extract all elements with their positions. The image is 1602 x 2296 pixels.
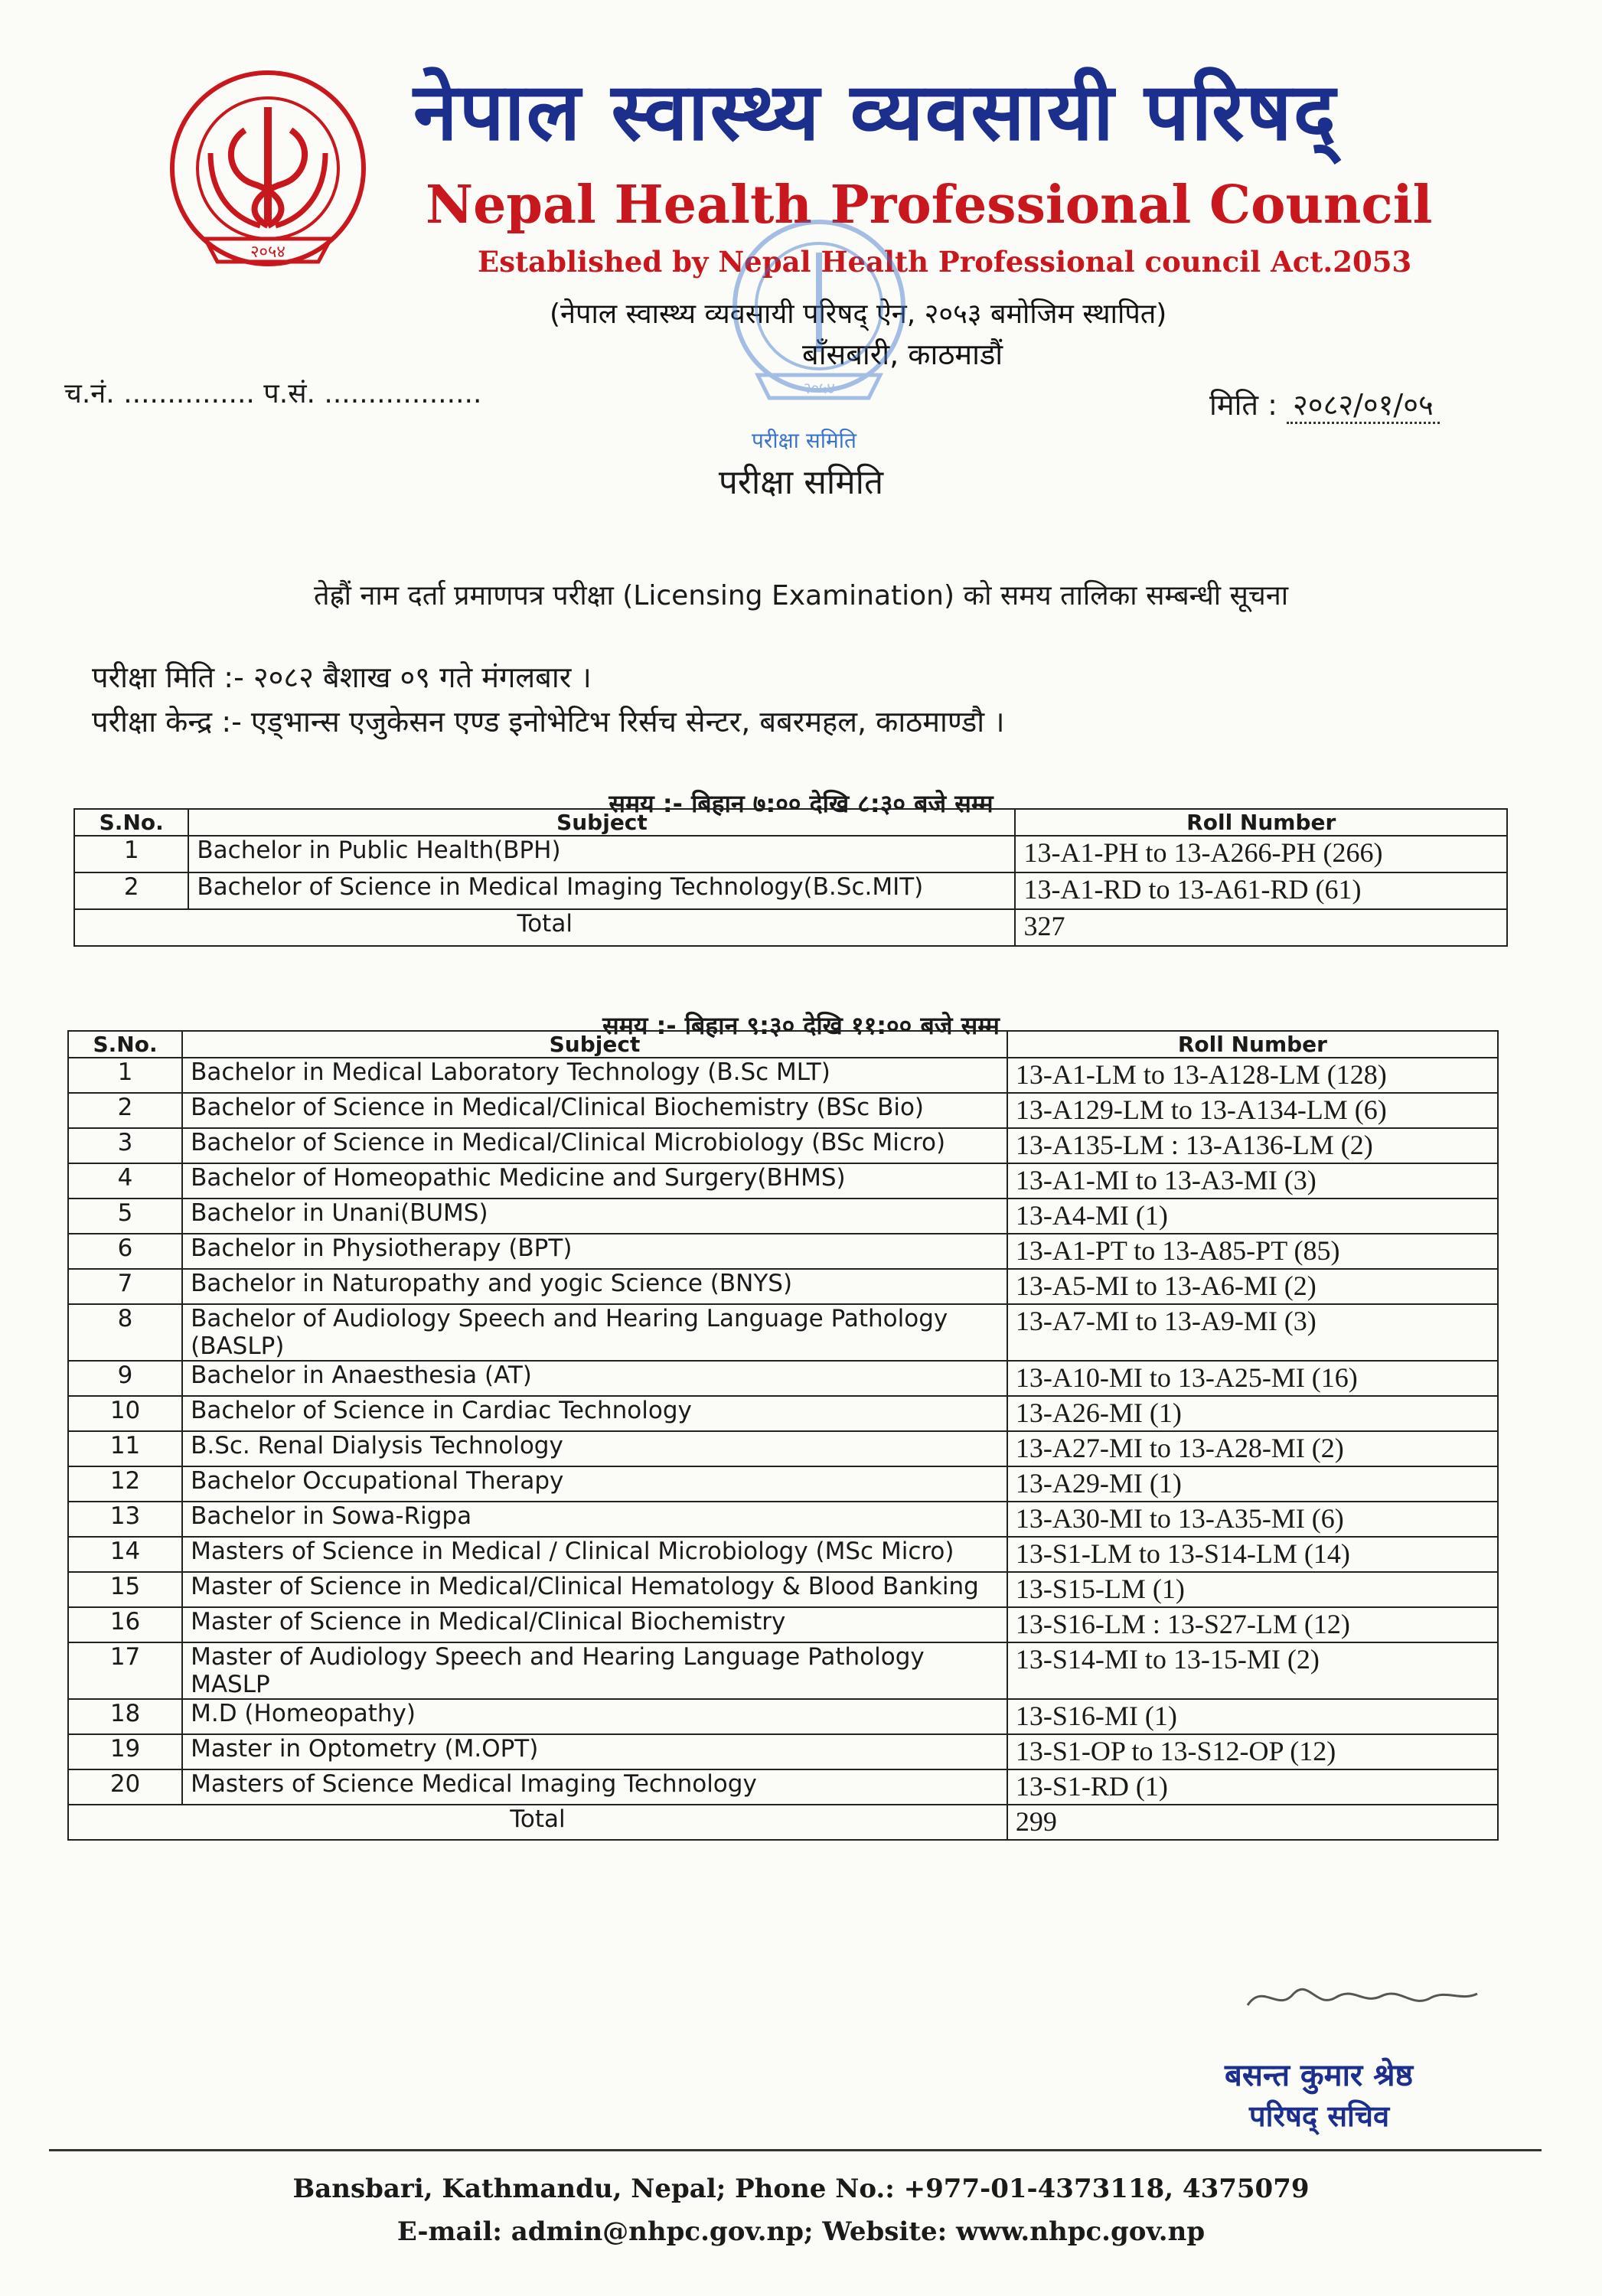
established-nepali: (नेपाल स्वास्थ्य व्यवसायी परिषद् ऐन, २०५३ बमोजिम स्थापित): [550, 298, 1167, 330]
row-sno: 13: [68, 1502, 182, 1537]
row-roll-number: 13-A4-MI (1): [1007, 1199, 1498, 1234]
row-sno: 20: [68, 1769, 182, 1805]
row-subject: Bachelor of Homeopathic Medicine and Surgery(BHMS): [182, 1163, 1007, 1199]
footer-contact: E-mail: admin@nhpc.gov.np; Website: www.nhpc.gov.np: [396, 2216, 1206, 2247]
table-row: [68, 1093, 1498, 1128]
letter-label: प.सं.: [263, 378, 315, 409]
row-roll-number: 13-A135-LM : 13-A136-LM (2): [1007, 1128, 1498, 1163]
row-subject: Masters of Science Medical Imaging Technology: [182, 1769, 1007, 1805]
footer-address: Bansbari, Kathmandu, Nepal; Phone No.: +977-01-4373118, 4375079: [292, 2174, 1310, 2204]
row-sno: 6: [68, 1234, 182, 1269]
total-label: Total: [74, 909, 1015, 946]
ref-dots: ...............: [123, 378, 255, 409]
row-sno: 16: [68, 1607, 182, 1642]
row-roll-number: 13-A129-LM to 13-A134-LM (6): [1007, 1093, 1498, 1128]
letter-dots: ..................: [324, 378, 482, 409]
row-roll-number: 13-A10-MI to 13-A25-MI (16): [1007, 1361, 1498, 1396]
table-header-row: [74, 809, 1507, 836]
row-subject: Bachelor of Science in Cardiac Technology: [182, 1396, 1007, 1431]
row-subject: M.D (Homeopathy): [182, 1699, 1007, 1734]
table-row: [68, 1269, 1498, 1304]
row-sno: 4: [68, 1163, 182, 1199]
council-logo: [138, 61, 398, 291]
table-row: [74, 872, 1507, 909]
ref-label: च.नं.: [64, 378, 115, 409]
committee-heading: परीक्षा समिति: [718, 463, 884, 502]
row-subject: Bachelor in Public Health(BPH): [188, 836, 1015, 872]
reference-line: [64, 373, 481, 411]
table-row: [68, 1199, 1498, 1234]
established-english: Established by Nepal Health Professional council Act.2053: [478, 245, 1412, 279]
sno-header: S.No.: [68, 1031, 182, 1058]
row-sno: 18: [68, 1699, 182, 1734]
exam-center: परीक्षा केन्द्र :- एड्भान्स एजुकेसन एण्ड इनोभेटिभ रिर्सच सेन्टर, बबरमहल, काठमाण्डौ ।: [92, 705, 1005, 739]
row-roll-number: 13-S16-LM : 13-S27-LM (12): [1007, 1607, 1498, 1642]
row-subject: Master of Science in Medical/Clinical Biochemistry: [182, 1607, 1007, 1642]
table-row: [68, 1431, 1498, 1466]
table-row: [68, 1234, 1498, 1269]
row-subject: Master of Audiology Speech and Hearing Language Pathology MASLP: [182, 1642, 1007, 1699]
row-roll-number: 13-S1-OP to 13-S12-OP (12): [1007, 1734, 1498, 1769]
total-value: 327: [1015, 909, 1507, 946]
row-sno: 14: [68, 1537, 182, 1572]
row-sno: 12: [68, 1466, 182, 1502]
row-sno: 2: [74, 872, 188, 909]
roll-header: Roll Number: [1015, 809, 1507, 836]
row-roll-number: 13-A5-MI to 13-A6-MI (2): [1007, 1269, 1498, 1304]
table-row: [68, 1396, 1498, 1431]
table-row: [68, 1502, 1498, 1537]
table-row: [68, 1128, 1498, 1163]
signer-name: बसन्त कुमार श्रेष्ठ: [1225, 2058, 1414, 2093]
council-title-nepali: नेपाल स्वास्थ्य व्यवसायी परिषद्: [413, 65, 1338, 158]
table-row: [68, 1304, 1498, 1361]
row-subject: Bachelor of Science in Medical/Clinical Microbiology (BSc Micro): [182, 1128, 1007, 1163]
table-row: [68, 1572, 1498, 1607]
row-sno: 19: [68, 1734, 182, 1769]
exam-date: परीक्षा मिति :- २०८२ बैशाख ०९ गते मंगलबार ।: [92, 660, 592, 694]
row-roll-number: 13-A7-MI to 13-A9-MI (3): [1007, 1304, 1498, 1361]
total-row: [74, 909, 1507, 946]
row-subject: Bachelor in Sowa-Rigpa: [182, 1502, 1007, 1537]
row-sno: 3: [68, 1128, 182, 1163]
roll-header: Roll Number: [1007, 1031, 1498, 1058]
row-sno: 9: [68, 1361, 182, 1396]
table-row: [68, 1699, 1498, 1734]
row-sno: 10: [68, 1396, 182, 1431]
council-title-english: Nepal Health Professional Council: [426, 174, 1433, 236]
row-roll-number: 13-A26-MI (1): [1007, 1396, 1498, 1431]
table-row: [68, 1466, 1498, 1502]
session1-time: समय :- बिहान ७:०० देखि ८:३० बजे सम्म: [608, 789, 994, 818]
row-roll-number: 13-S15-LM (1): [1007, 1572, 1498, 1607]
row-roll-number: 13-A1-PT to 13-A85-PT (85): [1007, 1234, 1498, 1269]
row-subject: Bachelor of Science in Medical Imaging Technology(B.Sc.MIT): [188, 872, 1015, 909]
row-subject: Bachelor of Audiology Speech and Hearing Language Pathology (BASLP): [182, 1304, 1007, 1361]
table-row: [68, 1769, 1498, 1805]
row-subject: B.Sc. Renal Dialysis Technology: [182, 1431, 1007, 1466]
table-row: [68, 1163, 1498, 1199]
row-roll-number: 13-A1-LM to 13-A128-LM (128): [1007, 1058, 1498, 1093]
row-sno: 1: [74, 836, 188, 872]
row-roll-number: 13-S14-MI to 13-15-MI (2): [1007, 1642, 1498, 1699]
subject-header: Subject: [182, 1031, 1007, 1058]
stamp-year: २०५४: [803, 379, 835, 397]
row-subject: Bachelor of Science in Medical/Clinical Biochemistry (BSc Bio): [182, 1093, 1007, 1128]
row-sno: 7: [68, 1269, 182, 1304]
row-roll-number: 13-A29-MI (1): [1007, 1466, 1498, 1502]
session1-table: [73, 808, 1508, 947]
sno-header: S.No.: [74, 809, 188, 836]
row-roll-number: 13-S16-MI (1): [1007, 1699, 1498, 1734]
table-row: [68, 1642, 1498, 1699]
stamp-label: परीक्षा समिति: [752, 428, 856, 453]
date-line: [1209, 384, 1440, 424]
session2-table: [67, 1030, 1499, 1841]
row-roll-number: 13-A30-MI to 13-A35-MI (6): [1007, 1502, 1498, 1537]
row-roll-number: 13-A1-RD to 13-A61-RD (61): [1015, 872, 1507, 909]
signer-title: परिषद्‌ सचिव: [1249, 2099, 1390, 2133]
row-subject: Bachelor Occupational Therapy: [182, 1466, 1007, 1502]
table-row: [68, 1537, 1498, 1572]
row-sno: 2: [68, 1093, 182, 1128]
row-sno: 5: [68, 1199, 182, 1234]
row-subject: Bachelor in Unani(BUMS): [182, 1199, 1007, 1234]
row-sno: 1: [68, 1058, 182, 1093]
table-row: [68, 1058, 1498, 1093]
date-value: २०८२/०१/०५: [1287, 388, 1440, 424]
table-row: [74, 836, 1507, 872]
committee-stamp: [704, 207, 934, 436]
row-roll-number: 13-A1-MI to 13-A3-MI (3): [1007, 1163, 1498, 1199]
footer-divider: [49, 2149, 1542, 2151]
row-roll-number: 13-A1-PH to 13-A266-PH (266): [1015, 836, 1507, 872]
row-subject: Bachelor in Naturopathy and yogic Science (BNYS): [182, 1269, 1007, 1304]
subject-header: Subject: [188, 809, 1015, 836]
row-roll-number: 13-S1-RD (1): [1007, 1769, 1498, 1805]
row-subject: Masters of Science in Medical / Clinical Microbiology (MSc Micro): [182, 1537, 1007, 1572]
total-label: Total: [68, 1805, 1007, 1840]
total-row: [68, 1805, 1498, 1840]
address-nepali: बाँसबारी, काठमाडौं: [802, 338, 1003, 371]
row-sno: 15: [68, 1572, 182, 1607]
row-sno: 8: [68, 1304, 182, 1361]
row-roll-number: 13-S1-LM to 13-S14-LM (14): [1007, 1537, 1498, 1572]
table-header-row: [68, 1031, 1498, 1058]
row-subject: Bachelor in Anaesthesia (AT): [182, 1361, 1007, 1396]
row-sno: 17: [68, 1642, 182, 1699]
signature-mark: [1240, 1967, 1485, 2028]
table-row: [68, 1607, 1498, 1642]
row-subject: Master of Science in Medical/Clinical Hematology & Blood Banking: [182, 1572, 1007, 1607]
row-subject: Bachelor in Physiotherapy (BPT): [182, 1234, 1007, 1269]
date-label: मिति :: [1209, 388, 1277, 422]
row-subject: Bachelor in Medical Laboratory Technology (B.Sc MLT): [182, 1058, 1007, 1093]
table-row: [68, 1734, 1498, 1769]
row-roll-number: 13-A27-MI to 13-A28-MI (2): [1007, 1431, 1498, 1466]
row-subject: Master in Optometry (M.OPT): [182, 1734, 1007, 1769]
logo-year: २०५४: [250, 243, 285, 262]
row-sno: 11: [68, 1431, 182, 1466]
session2-time: समय :- बिहान ९:३० देखि ११:०० बजे सम्म: [602, 1011, 1000, 1040]
total-value: 299: [1007, 1805, 1498, 1840]
table-row: [68, 1361, 1498, 1396]
notice-title: तेह्रौं नाम दर्ता प्रमाणपत्र परीक्षा (Licensing Examination) को समय तालिका सम्बन्धी सूचना: [313, 580, 1289, 612]
